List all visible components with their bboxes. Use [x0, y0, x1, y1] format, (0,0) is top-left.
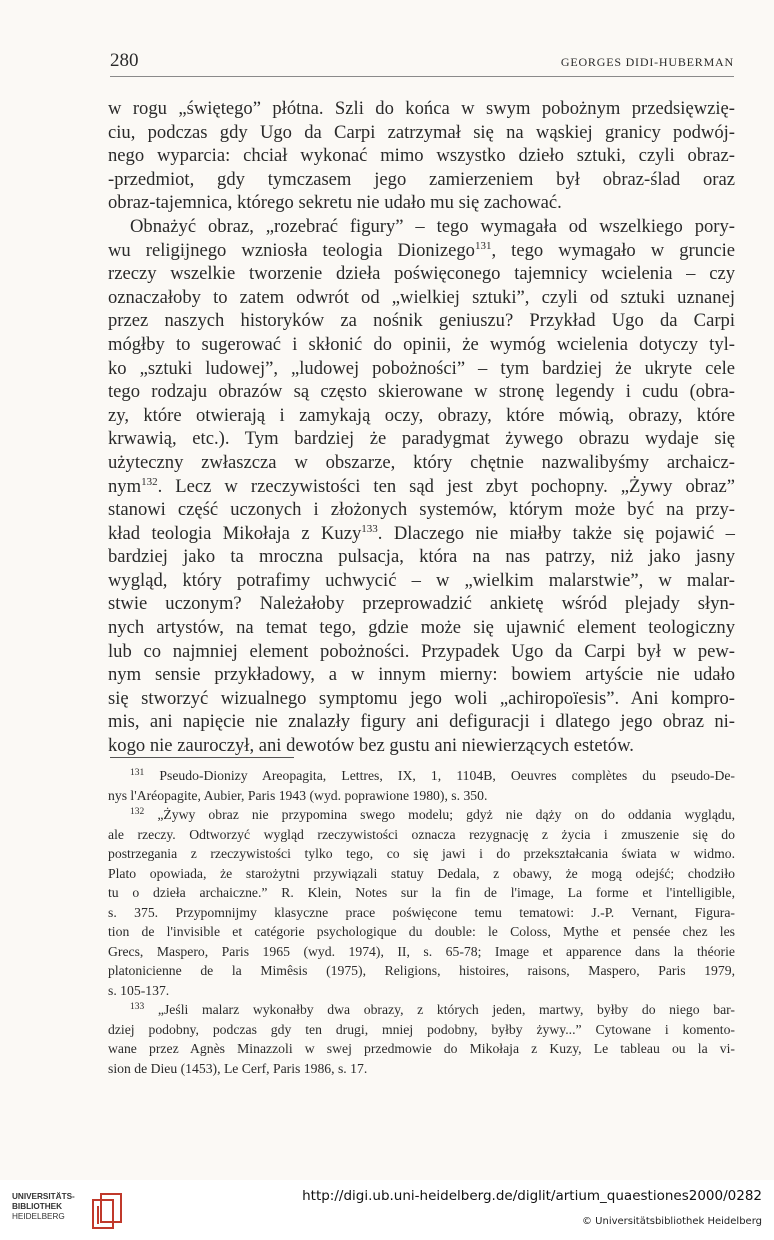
text-line: ciu, podczas gdy Ugo da Carpi zatrzymał się na wąskiej granicy podwój-	[108, 121, 735, 143]
footnote-line: $^{133}$ „Jeśli malarz wykonałby dwa obrazy, z których jeden, martwy, byłby do niego bar-	[130, 1002, 735, 1017]
footnote-separator	[110, 757, 294, 758]
footer-bar	[0, 1180, 774, 1240]
text-line: mis, ani napięcie nie znalazły figury ani defiguracji i dlatego jego obraz ni-	[108, 711, 735, 733]
footnote-line: s. 105-137.	[108, 982, 170, 998]
text-line: wu religijnego wzniosła teologia Dionizego$^{131}$, tego wymagało w gruncie	[108, 239, 736, 261]
library-emblem-icon	[90, 1192, 124, 1230]
footnote-line: nys l'Aréopagite, Aubier, Paris 1943 (wyd. poprawione 1980), s. 350.	[108, 787, 488, 803]
footnote-line: $^{132}$ „Żywy obraz nie przypomina swego modelu; gdyż nie dąży on do oddania wyglądu,	[130, 807, 735, 822]
text-line: przez naszych historyków za nośnik geniuszu? Przykład Ugo da Carpi	[108, 310, 735, 332]
text-line: w rogu „świętego” płótna. Szli do końca w swym pobożnym przedsięwzię-	[108, 98, 735, 119]
text-line: obraz-tajemnica, którego sekretu nie udało mu się zachować.	[108, 192, 562, 214]
text-line: ko „sztuki ludowej”, „ludowej pobożności” – tym bardziej że ukryte cele	[108, 357, 735, 379]
text-line: nych artystów, na temat tego, gdzie może się ujawnić element teologiczny	[108, 617, 735, 639]
library-logo[interactable]	[12, 1192, 132, 1232]
footnote-line: dziej podobny, podczas gdy ten drugi, mniej podobny, byłby żywy...” Cytowane i komento-	[108, 1021, 735, 1037]
source-url-link[interactable]: http://digi.ub.uni-heidelberg.de/diglit/artium_quaestiones2000/0282	[302, 1188, 762, 1204]
text-line: oznaczałoby to zatem odwrót od „wielkiej sztuki”, czyli od sztuki uznanej	[108, 286, 735, 308]
running-head: GEORGES DIDI-HUBERMAN	[560, 55, 734, 69]
text-line: się stworzyć wizualnego symptomu jego woli „achiropoïesis”. Ani kompro-	[108, 687, 735, 709]
footnote-line: wane przez Agnès Minazzoli w swej przedmowie do Mikołaja z Kuzy, Le tableau ou la vi-	[108, 1041, 735, 1056]
text-line: lub co najmniej element pobożności. Przypadek Ugo da Carpi był w pew-	[108, 640, 735, 662]
footnote-line: sion de Dieu (1453), Le Cerf, Paris 1986, s. 17.	[108, 1060, 368, 1076]
footnote-line: Plato opowiada, że starożytni przywiązali statuy Dedala, z obawy, że mogą odejść; chodziło	[108, 865, 735, 881]
text-line: mógłby to sugerować i skłonić do opinii, że wymóg wcielenia dotyczy tyl-	[108, 333, 735, 355]
logo-text-line: UNIVERSITÄTS-	[12, 1192, 75, 1201]
text-line: stanowi część uczonych i złożonych systemów, którym może być na przy-	[108, 499, 735, 521]
logo-text-line: HEIDELBERG	[12, 1212, 65, 1221]
footnote-line: tu o dzieła archaiczne.” R. Klein, Notes sur la fin de l'image, La forme et l'intelligible,	[108, 885, 735, 900]
footnote-line: postrzegania z rzeczywistości tylko tego, co się jawi i do przekształcania świata w widmo.	[108, 846, 735, 861]
text-line: użyteczny zwłaszcza w obszarze, który chętnie nazwalibyśmy archaicz-	[108, 451, 735, 473]
footnote-line: Grecs, Maspero, Paris 1965 (wyd. 1974), II, s. 65-78; Image et apparence dans la théorie	[108, 943, 735, 959]
text-line: kład teologia Mikołaja z Kuzy$^{133}$. Dlaczego nie miałby także się pojawić –	[108, 522, 735, 544]
main-text	[108, 97, 735, 758]
text-line: Obnażyć obraz, „rozebrać figury” – tego wymagała od wszelkiego pory-	[130, 215, 735, 237]
footnotes	[108, 766, 735, 1078]
footnote-line: tion de l'invisible et catégorie psychologique du double: le Coloss, Mythe et pensée chez les	[108, 924, 735, 939]
text-line: rzeczy wszelkie tworzenie dzieła poświęconego tajemnicy wcielenia – czy	[108, 263, 735, 285]
text-line: nym$^{132}$. Lecz w rzeczywistości ten sąd jest zbyt pochopny. „Żywy obraz”	[108, 475, 735, 497]
page-header	[110, 50, 734, 77]
text-line: -przedmiot, gdy tymczasem jego zamierzeniem był obraz-ślad oraz	[108, 168, 735, 190]
text-line: wygląd, który potrafimy uchwycić – w „wielkim malarstwie”, w malar-	[108, 569, 735, 591]
text-line: stwie uczonym? Należałoby przeprowadzić ankietę wśród plejady słyn-	[108, 593, 735, 615]
copyright-notice: © Universitätsbibliothek Heidelberg	[581, 1216, 762, 1227]
text-line: tego rodzaju obrazów są często skierowane w stronę legendy i cudu (obra-	[108, 381, 735, 403]
logo-text-line: BIBLIOTHEK	[12, 1202, 63, 1211]
footnote-line: ale rzeczy. Odtworzyć wygląd rzeczywistości oznacza rezygnację z życia i zmuszenie się do	[108, 826, 735, 842]
text-line: krwawią, etc.). Tym bardziej że paradygmat żywego obrazu wydaje się	[108, 428, 735, 450]
footnote-line: $^{131}$ Pseudo-Dionizy Areopagita, Lettres, IX, 1, 1104B, Oeuvres complètes du pseudo-De-	[130, 768, 735, 783]
text-line: nym sensie przykładowy, a w innym mierny: bowiem artyście nie udało	[108, 664, 735, 686]
text-line: zy, które otwierają i zamykają oczy, obrazy, które mówią, obrazy, które	[108, 404, 735, 426]
page-number: 280	[110, 50, 139, 71]
text-line: bardziej jako ta mroczna pulsacja, która na nas patrzy, niż jako jasny	[108, 546, 735, 568]
text-line: kogo nie zauroczył, ani dewotów bez gustu ani niewierzących estetów.	[108, 735, 634, 757]
footnote-line: platonicienne de la Mimêsis (1975), Religions, histoires, raisons, Maspero, Paris 1979,	[108, 963, 735, 978]
text-line: nego wyparcia: chciał wykonać mimo wszystko dzieło sztuki, czyli obraz-	[108, 145, 735, 167]
footnote-line: s. 375. Przypomnijmy klasyczne prace poświęcone temu tematowi: J.-P. Vernant, Figura-	[108, 904, 735, 920]
